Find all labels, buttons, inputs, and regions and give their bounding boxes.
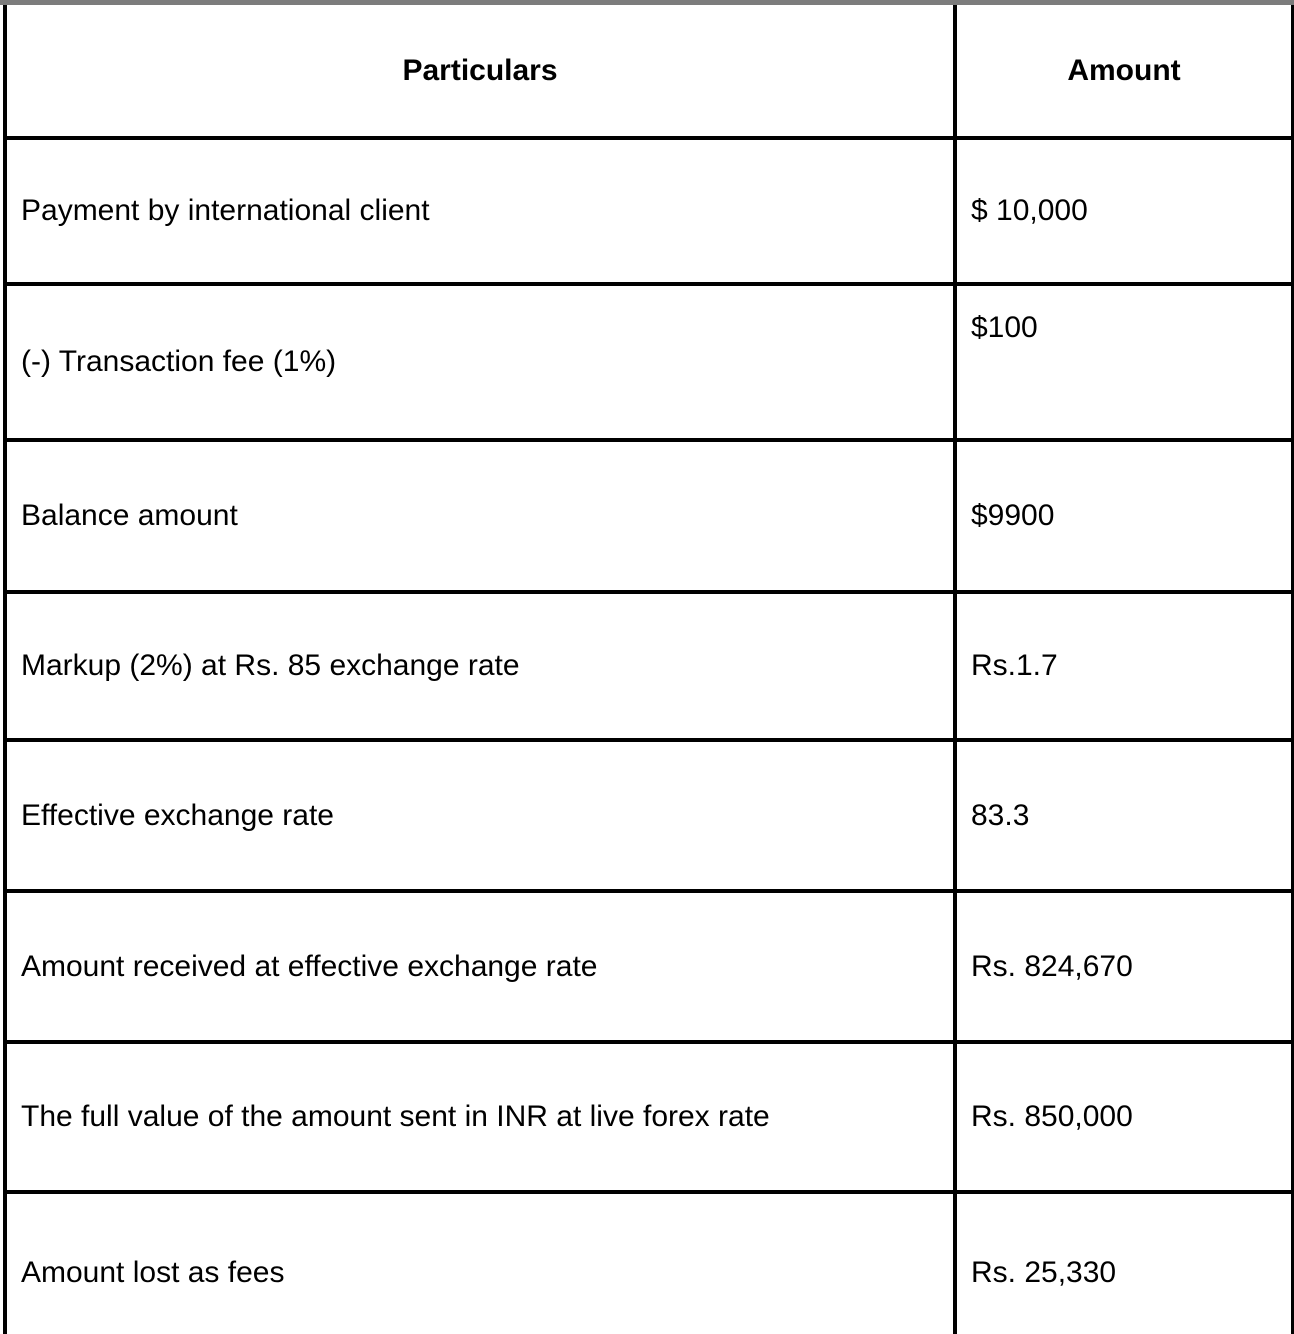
particulars-amount-table (3, 5, 1294, 1334)
cell-amount: $ 10,000 (955, 138, 1293, 284)
cell-particulars: The full value of the amount sent in INR at live forex rate (5, 1042, 955, 1192)
cell-amount: 83.3 (955, 740, 1293, 891)
cell-amount: Rs. 850,000 (955, 1042, 1293, 1192)
column-header-particulars: Particulars (5, 5, 955, 138)
table-row (5, 284, 1293, 440)
cell-particulars: Markup (2%) at Rs. 85 exchange rate (5, 592, 955, 740)
table-row (5, 740, 1293, 891)
table-row (5, 891, 1293, 1042)
cell-amount: $100 (955, 284, 1293, 440)
cell-amount: Rs. 824,670 (955, 891, 1293, 1042)
cell-particulars: Payment by international client (5, 138, 955, 284)
cell-particulars: Balance amount (5, 440, 955, 592)
table-row (5, 440, 1293, 592)
table-row (5, 592, 1293, 740)
cell-amount: $9900 (955, 440, 1293, 592)
cell-particulars: Amount lost as fees (5, 1192, 955, 1334)
table-header-row (5, 5, 1293, 138)
cell-particulars: (-) Transaction fee (1%) (5, 284, 955, 440)
document-table-frame (3, 5, 1291, 1334)
cell-amount: Rs.1.7 (955, 592, 1293, 740)
cell-particulars: Amount received at effective exchange rate (5, 891, 955, 1042)
table-row (5, 138, 1293, 284)
cell-amount: Rs. 25,330 (955, 1192, 1293, 1334)
cell-particulars: Effective exchange rate (5, 740, 955, 891)
column-header-amount: Amount (955, 5, 1293, 138)
table-row (5, 1192, 1293, 1334)
table-row (5, 1042, 1293, 1192)
